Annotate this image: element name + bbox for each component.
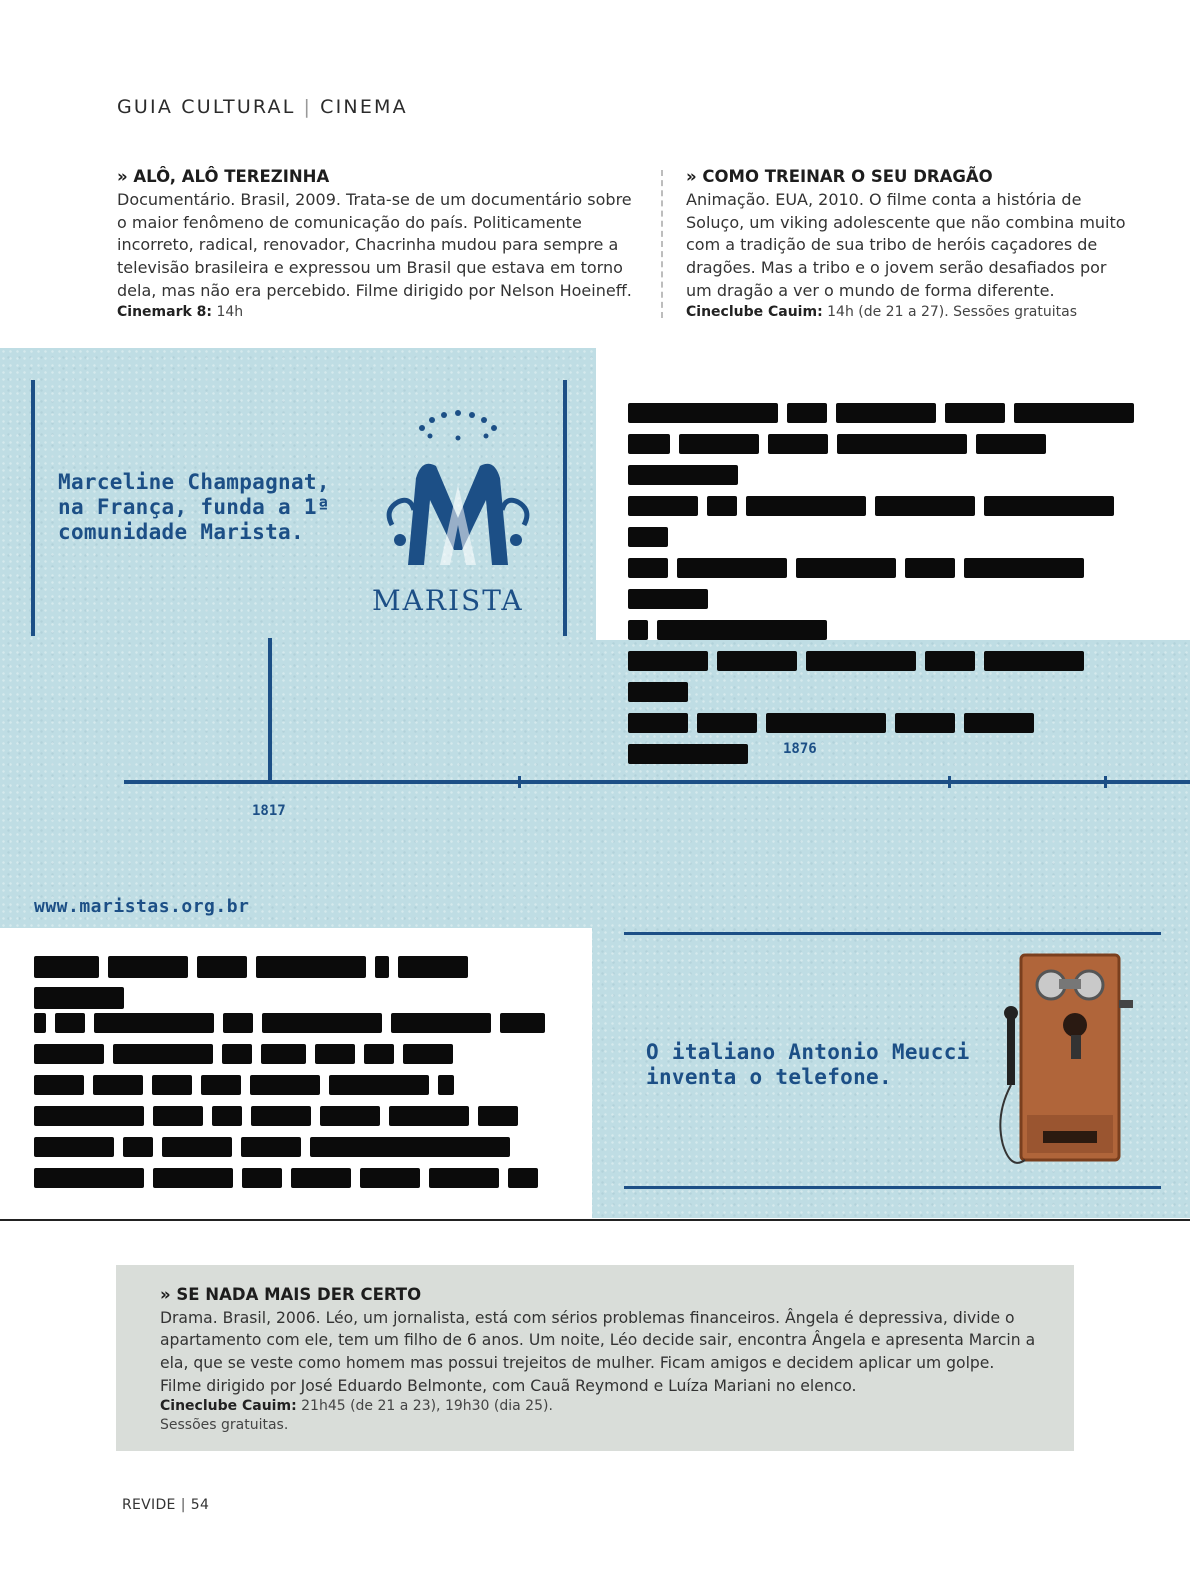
movie-title: » SE NADA MAIS DER CERTO [160,1285,422,1304]
magazine-name: REVIDE [122,1497,176,1513]
redacted-headline [34,950,564,1012]
ad-frame-line-left [31,380,35,636]
movie-description: Drama. Brasil, 2006. Léo, um jornalista, está com sérios problemas financeiros. Ângela é depressiva, divide o apartamento com ele, tem um filho de 6 anos. Um noite, Léo decide sair, encontra Ângela e apresenta Marcin a ela, que se veste como homem mas possui trejeitos de mulher. Ficam amigos e decidem aplicar um golpe. Filme dirigido por José Eduardo Belmonte, com Cauã Reymond e Luíza Mariani no elenco. [160,1308,1036,1395]
section-label: GUIA CULTURAL [117,96,296,118]
phone-panel-top-rule [624,932,1161,935]
page-footer [122,1497,209,1513]
movie-schedule [686,303,1126,322]
timeline-axis [124,780,1190,784]
timeline-tick [518,776,521,788]
timeline-marker-line [268,638,272,783]
ad-frame-line-right [563,380,567,636]
ad-caption-meucci: O italiano Antonio Meucci inventa o telefone. [646,1040,970,1089]
movie-listing-se-nada-mais-der-certo [160,1284,1040,1435]
movie-schedule [160,1397,1040,1416]
phone-panel-bottom-rule [624,1186,1161,1189]
showtimes: 14h [216,303,244,320]
venue-name: Cineclube Cauim: [160,1398,297,1415]
timeline-year-1876: 1876 [783,741,817,757]
footer-separator: | [180,1497,186,1513]
redacted-text-block [628,396,1158,768]
movie-listing-alo-alo-terezinha [117,166,632,322]
column-divider [661,170,663,318]
movie-listing-como-treinar-o-seu-dragao [686,166,1126,322]
movie-description: Animação. EUA, 2010. O filme conta a história de Soluço, um viking adolescente que não combina muito com a tradição de sua tribo de heróis caçadores de dragões. Mas a tribo e o jovem serão desafiados por um dragão a ver o mundo de forma diferente. [686,189,1126,300]
redacted-text-box-top [596,348,1190,640]
timeline-tick [948,776,951,788]
redacted-body [34,1006,564,1192]
antique-telephone-illustration [985,945,1145,1180]
ad-caption-champagnat: Marceline Champagnat, na França, funda a 1ª comunidade Marista. [58,470,330,544]
movie-note: Sessões gratuitas. [160,1417,289,1434]
section-header [117,96,408,118]
movie-title: » ALÔ, ALÔ TEREZINHA [117,167,330,186]
venue-name: Cineclube Cauim: [686,303,823,320]
ad-website-link[interactable]: www.maristas.org.br [34,896,250,917]
timeline-tick [1104,776,1107,788]
redacted-text-box-bottom [0,928,592,1218]
page-number: 54 [190,1497,210,1513]
showtimes: 21h45 (de 21 a 23), 19h30 (dia 25). [301,1398,553,1415]
telephone-icon [985,945,1145,1180]
movie-description: Documentário. Brasil, 2009. Trata-se de um documentário sobre o maior fenômeno de comunicação do país. Politicamente incorreto, radical, renovador, Chacrinha mudou para sempre a televisão brasileira e expressou um Brasil que estava em torno dela, mas não era percebido. Filme dirigido por Nelson Hoeineff. [117,189,632,300]
header-separator: | [303,96,313,118]
showtimes: 14h (de 21 a 27). Sessões gratuitas [827,303,1077,320]
movie-schedule [117,303,632,322]
ad-bottom-border [0,1219,1190,1221]
movie-title: » COMO TREINAR O SEU DRAGÃO [686,167,993,186]
venue-name: Cinemark 8: [117,303,212,320]
category-label: CINEMA [320,96,408,118]
logo-wordmark: MARISTA [372,584,524,617]
timeline-year-1817: 1817 [252,803,286,819]
